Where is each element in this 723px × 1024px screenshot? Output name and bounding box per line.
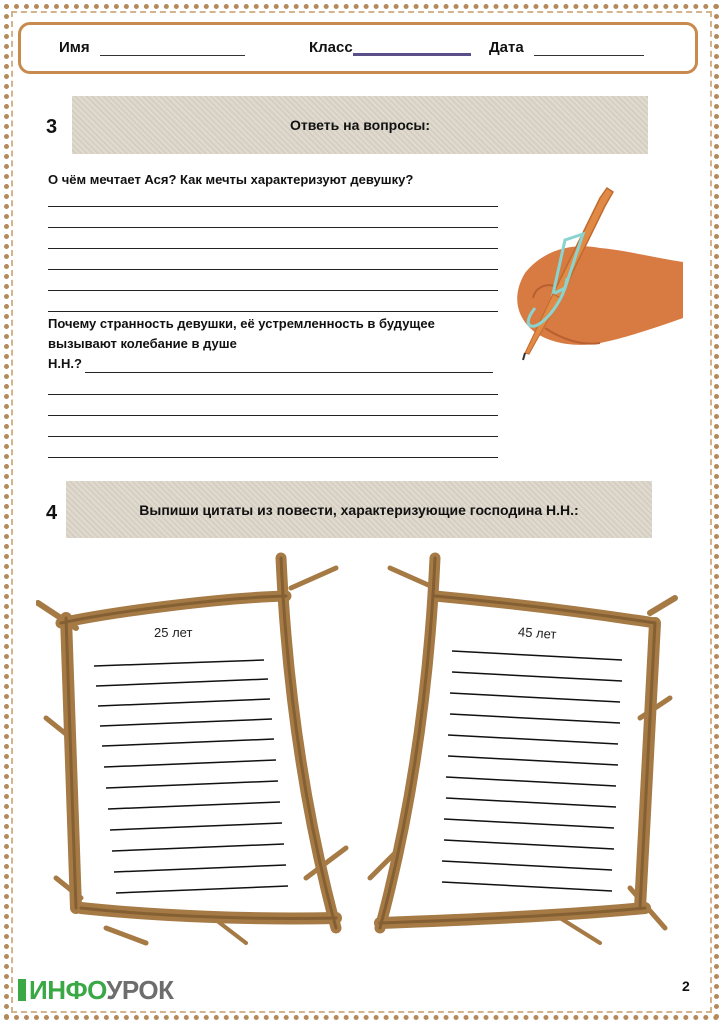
left-branch-frame [36, 548, 356, 958]
section-3-title: Ответь на вопросы: [289, 117, 430, 133]
logo-mark-icon [18, 979, 26, 1001]
right-frame-lines[interactable] [442, 651, 622, 891]
class-field [309, 39, 471, 56]
name-input-line[interactable] [100, 41, 245, 56]
section-3-banner [72, 96, 648, 154]
answer-line[interactable] [85, 372, 493, 373]
date-input-line[interactable] [534, 41, 644, 56]
answer-line[interactable] [48, 248, 498, 249]
section-4-number: 4 [46, 502, 58, 524]
infourok-logo [18, 975, 174, 1006]
left-frame-label: 25 лет [154, 625, 193, 640]
date-label: Дата [489, 39, 524, 56]
answer-line[interactable] [48, 290, 498, 291]
answer-line[interactable] [48, 457, 498, 458]
question-2-line-2: вызывают колебание в душе [48, 336, 237, 351]
class-label: Класс [309, 39, 353, 56]
logo-text-part2: УРОК [106, 975, 174, 1005]
page-number: 2 [682, 978, 690, 994]
logo-text-part1: ИНФО [29, 975, 107, 1005]
left-frame-lines[interactable] [94, 660, 288, 893]
section-4-title: Выпиши цитаты из повести, характеризующие господина Н.Н.: [139, 501, 579, 518]
question-2 [48, 314, 435, 374]
answer-line[interactable] [48, 415, 498, 416]
question-2-line-1: Почему странность девушки, её устремленность в будущее [48, 316, 435, 331]
name-label: Имя [59, 39, 90, 56]
section-4-banner [66, 481, 652, 538]
answer-line[interactable] [48, 394, 498, 395]
section-3-number: 3 [46, 116, 58, 138]
class-input-line[interactable] [353, 39, 471, 56]
answer-line[interactable] [48, 436, 498, 437]
answer-line[interactable] [48, 206, 498, 207]
student-info-header [18, 22, 698, 74]
answer-line[interactable] [48, 311, 498, 312]
right-branch-frame [360, 548, 680, 958]
date-field [489, 39, 644, 56]
answer-line[interactable] [48, 227, 498, 228]
hand-writing-illustration [505, 178, 690, 363]
name-field [59, 39, 245, 56]
answer-line[interactable] [48, 269, 498, 270]
question-2-line-3: Н.Н.? [48, 356, 82, 371]
question-1: О чём мечтает Ася? Как мечты характеризуют девушку? [48, 172, 414, 187]
right-frame-label: 45 лет [517, 624, 557, 642]
